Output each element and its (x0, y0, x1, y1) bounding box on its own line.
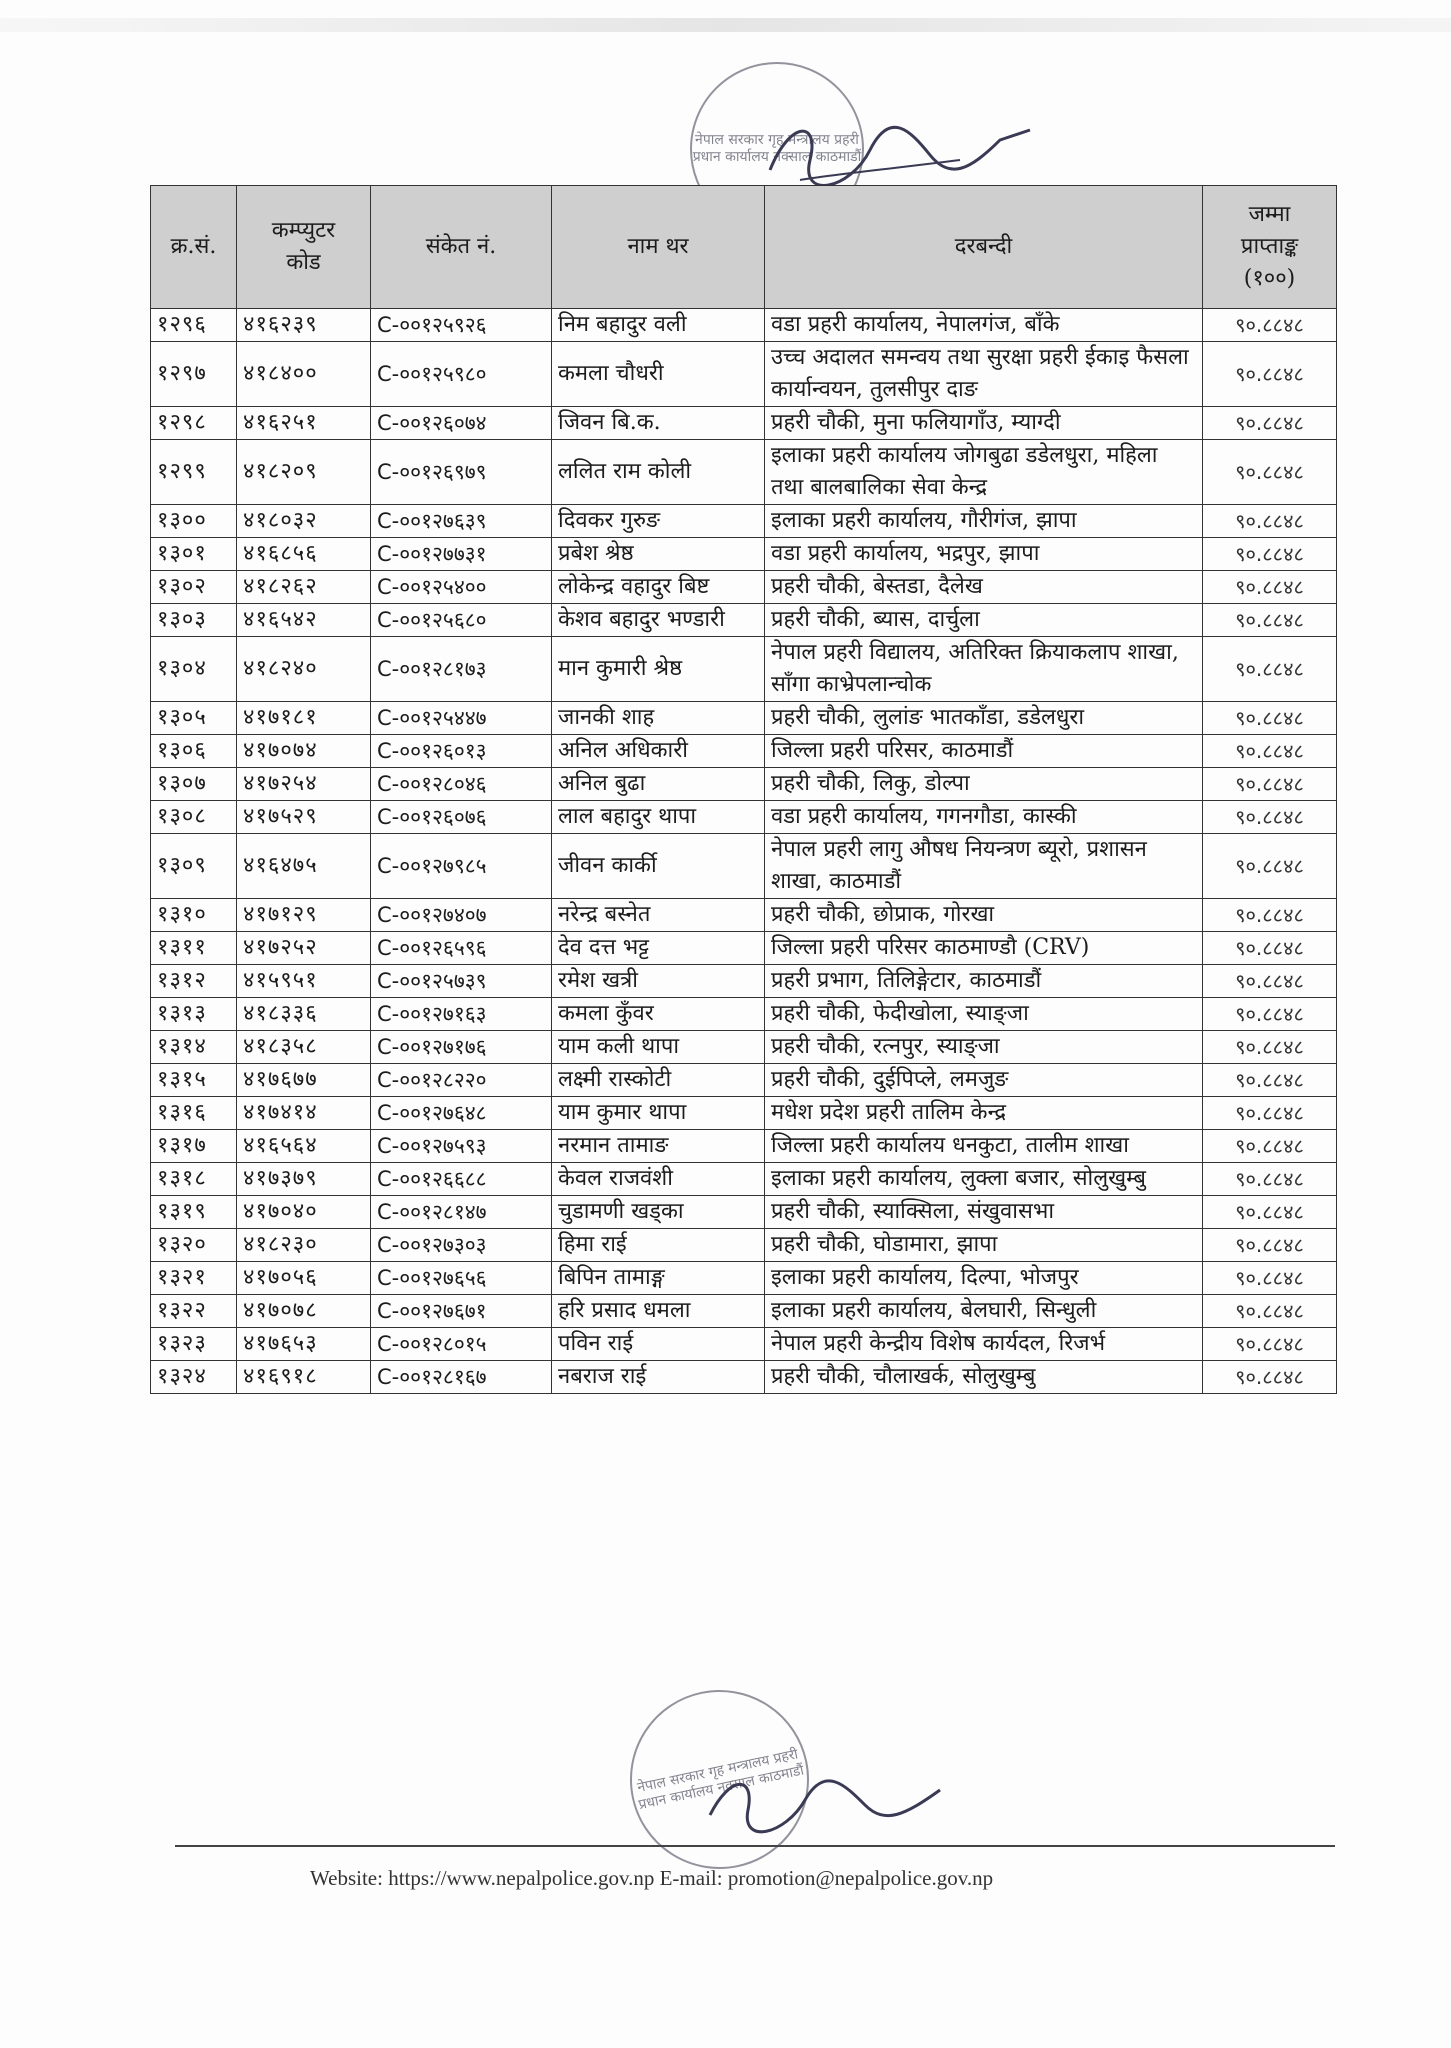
column-header-label: जम्मा (1248, 202, 1291, 227)
name-cell: नरेन्द्र बस्नेत (552, 899, 765, 932)
name-cell: हिमा राई (552, 1229, 765, 1262)
posting-cell: जिल्ला प्रहरी कार्यालय धनकुटा, तालीम शाखा (765, 1130, 1203, 1163)
total-score-cell: ९०.८८४८ (1203, 538, 1337, 571)
computer-code-cell: ४१८२०९ (237, 440, 371, 505)
column-header (151, 186, 237, 309)
total-score-cell: ९०.८८४८ (1203, 1196, 1337, 1229)
posting-cell: प्रहरी चौकी, छोप्राक, गोरखा (765, 899, 1203, 932)
name-cell: हरि प्रसाद धमला (552, 1295, 765, 1328)
symbol-number-cell: C-००१२७४०७ (371, 899, 552, 932)
footer-divider (175, 1845, 1335, 1847)
computer-code-cell: ४१८३३६ (237, 998, 371, 1031)
symbol-number-cell: C-००१२७९८५ (371, 834, 552, 899)
computer-code-cell: ४१७०७४ (237, 735, 371, 768)
posting-cell: नेपाल प्रहरी विद्यालय, अतिरिक्त क्रियाकलाप शाखा, साँगा काभ्रेपलान्चोक (765, 637, 1203, 702)
serial-number-cell: १३१५ (151, 1064, 237, 1097)
total-score-cell: ९०.८८४८ (1203, 768, 1337, 801)
computer-code-cell: ४१७०४० (237, 1196, 371, 1229)
serial-number-cell: १३०६ (151, 735, 237, 768)
symbol-number-cell: C-००१२६६८८ (371, 1163, 552, 1196)
table-row (151, 342, 1337, 407)
computer-code-cell: ४१७०५६ (237, 1262, 371, 1295)
posting-cell: वडा प्रहरी कार्यालय, भद्रपुर, झापा (765, 538, 1203, 571)
name-cell: देव दत्त भट्ट (552, 932, 765, 965)
posting-cell: जिल्ला प्रहरी परिसर, काठमाडौं (765, 735, 1203, 768)
serial-number-cell: १३०० (151, 505, 237, 538)
symbol-number-cell: C-००१२७६३९ (371, 505, 552, 538)
name-cell: अनिल बुढा (552, 768, 765, 801)
total-score-cell: ९०.८८४८ (1203, 571, 1337, 604)
computer-code-cell: ४१६९१८ (237, 1361, 371, 1394)
posting-cell: प्रहरी चौकी, रत्नपुर, स्याङ्जा (765, 1031, 1203, 1064)
total-score-cell: ९०.८८४८ (1203, 965, 1337, 998)
total-score-cell: ९०.८८४८ (1203, 834, 1337, 899)
column-header-label: प्राप्ताङ्क (1240, 234, 1299, 259)
symbol-number-cell: C-००१२७३०३ (371, 1229, 552, 1262)
serial-number-cell: १२९८ (151, 407, 237, 440)
table-row (151, 1361, 1337, 1394)
symbol-number-cell: C-००१२८१७३ (371, 637, 552, 702)
computer-code-cell: ४१७१८१ (237, 702, 371, 735)
table-row (151, 637, 1337, 702)
name-cell: मान कुमारी श्रेष्ठ (552, 637, 765, 702)
symbol-number-cell: C-००१२८१६७ (371, 1361, 552, 1394)
column-header-label: क्र.सं. (170, 234, 217, 259)
symbol-number-cell: C-००१२५९२६ (371, 309, 552, 342)
computer-code-cell: ४१६२३९ (237, 309, 371, 342)
total-score-cell: ९०.८८४८ (1203, 702, 1337, 735)
total-score-cell: ९०.८८४८ (1203, 1064, 1337, 1097)
name-cell: अनिल अधिकारी (552, 735, 765, 768)
computer-code-cell: ४१८२६२ (237, 571, 371, 604)
symbol-number-cell: C-००१२८२२० (371, 1064, 552, 1097)
total-score-cell: ९०.८८४८ (1203, 1361, 1337, 1394)
posting-cell: जिल्ला प्रहरी परिसर काठमाण्डौ (CRV) (765, 932, 1203, 965)
posting-cell: प्रहरी चौकी, चौलाखर्क, सोलुखुम्बु (765, 1361, 1203, 1394)
column-header-label: (१००) (1243, 266, 1296, 291)
serial-number-cell: १३०३ (151, 604, 237, 637)
symbol-number-cell: C-००१२५४०० (371, 571, 552, 604)
symbol-number-cell: C-००१२८०१५ (371, 1328, 552, 1361)
name-cell: लाल बहादुर थापा (552, 801, 765, 834)
posting-cell: वडा प्रहरी कार्यालय, नेपालगंज, बाँके (765, 309, 1203, 342)
serial-number-cell: १३२२ (151, 1295, 237, 1328)
name-cell: लोकेन्द्र वहादुर बिष्ट (552, 571, 765, 604)
table-row (151, 505, 1337, 538)
computer-code-cell: ४१७४१४ (237, 1097, 371, 1130)
total-score-cell: ९०.८८४८ (1203, 801, 1337, 834)
computer-code-cell: ४१५९५१ (237, 965, 371, 998)
total-score-cell: ९०.८८४८ (1203, 1262, 1337, 1295)
column-header (371, 186, 552, 309)
name-cell: प्रबेश श्रेष्ठ (552, 538, 765, 571)
table-row (151, 998, 1337, 1031)
symbol-number-cell: C-००१२६०७६ (371, 801, 552, 834)
computer-code-cell: ४१८०३२ (237, 505, 371, 538)
posting-cell: इलाका प्रहरी कार्यालय, बेलघारी, सिन्धुली (765, 1295, 1203, 1328)
name-cell: बिपिन तामाङ्ग (552, 1262, 765, 1295)
name-cell: नरमान तामाङ (552, 1130, 765, 1163)
column-header-label: संकेत नं. (425, 234, 497, 259)
name-cell: पविन राई (552, 1328, 765, 1361)
serial-number-cell: १३२० (151, 1229, 237, 1262)
total-score-cell: ९०.८८४८ (1203, 1130, 1337, 1163)
table-row (151, 768, 1337, 801)
total-score-cell: ९०.८८४८ (1203, 407, 1337, 440)
name-cell: कमला कुँवर (552, 998, 765, 1031)
computer-code-cell: ४१७५२९ (237, 801, 371, 834)
serial-number-cell: १३१२ (151, 965, 237, 998)
name-cell: याम कुमार थापा (552, 1097, 765, 1130)
serial-number-cell: १३१६ (151, 1097, 237, 1130)
serial-number-cell: १३१९ (151, 1196, 237, 1229)
computer-code-cell: ४१८३५८ (237, 1031, 371, 1064)
name-cell: जिवन बि.क. (552, 407, 765, 440)
serial-number-cell: १३२४ (151, 1361, 237, 1394)
column-header (1203, 186, 1337, 309)
posting-cell: प्रहरी चौकी, ब्यास, दार्चुला (765, 604, 1203, 637)
posting-cell: इलाका प्रहरी कार्यालय जोगबुढा डडेलधुरा, महिला तथा बालबालिका सेवा केन्द्र (765, 440, 1203, 505)
table-row (151, 1163, 1337, 1196)
serial-number-cell: १३०७ (151, 768, 237, 801)
name-cell: जीवन कार्की (552, 834, 765, 899)
name-cell: निम बहादुर वली (552, 309, 765, 342)
serial-number-cell: १३१७ (151, 1130, 237, 1163)
name-cell: नबराज राई (552, 1361, 765, 1394)
name-cell: रमेश खत्री (552, 965, 765, 998)
table-row (151, 1064, 1337, 1097)
posting-cell: प्रहरी चौकी, मुना फलियागाँउ, म्याग्दी (765, 407, 1203, 440)
computer-code-cell: ४१६२५१ (237, 407, 371, 440)
serial-number-cell: १३११ (151, 932, 237, 965)
computer-code-cell: ४१६८५६ (237, 538, 371, 571)
computer-code-cell: ४१६५६४ (237, 1130, 371, 1163)
bottom-signature (700, 1765, 960, 1845)
table-row (151, 604, 1337, 637)
name-cell: केवल राजवंशी (552, 1163, 765, 1196)
name-cell: केशव बहादुर भण्डारी (552, 604, 765, 637)
posting-cell: प्रहरी प्रभाग, तिलिङ्गेटार, काठमाडौं (765, 965, 1203, 998)
computer-code-cell: ४१७१२९ (237, 899, 371, 932)
table-row (151, 965, 1337, 998)
serial-number-cell: १२९७ (151, 342, 237, 407)
table-row (151, 1229, 1337, 1262)
posting-cell: उच्च अदालत समन्वय तथा सुरक्षा प्रहरी ईकाइ फैसला कार्यान्वयन, तुलसीपुर दाङ (765, 342, 1203, 407)
posting-cell: प्रहरी चौकी, स्याक्सिला, संखुवासभा (765, 1196, 1203, 1229)
table-row (151, 440, 1337, 505)
serial-number-cell: १३०९ (151, 834, 237, 899)
table-row (151, 735, 1337, 768)
symbol-number-cell: C-००१२७१७६ (371, 1031, 552, 1064)
serial-number-cell: १३०४ (151, 637, 237, 702)
column-header-label: कम्प्युटर (271, 218, 336, 243)
serial-number-cell: १३१८ (151, 1163, 237, 1196)
scan-smudge (0, 18, 1451, 32)
table-row (151, 309, 1337, 342)
total-score-cell: ९०.८८४८ (1203, 1031, 1337, 1064)
column-header-label: नाम थर (627, 234, 689, 259)
name-cell: दिवकर गुरुङ (552, 505, 765, 538)
seal-text: नेपाल सरकार गृह मन्त्रालय प्रहरी प्रधान कार्यालय नक्साल काठमाडौं (692, 132, 862, 165)
computer-code-cell: ४१६४७५ (237, 834, 371, 899)
table-header-row (151, 186, 1337, 309)
posting-cell: प्रहरी चौकी, लुलांङ भातकाँडा, डडेलधुरा (765, 702, 1203, 735)
posting-cell: नेपाल प्रहरी केन्द्रीय विशेष कार्यदल, रिजर्भ (765, 1328, 1203, 1361)
name-cell: चुडामणी खड्का (552, 1196, 765, 1229)
name-cell: लक्ष्मी रास्कोटी (552, 1064, 765, 1097)
posting-cell: प्रहरी चौकी, घोडामारा, झापा (765, 1229, 1203, 1262)
serial-number-cell: १३०५ (151, 702, 237, 735)
total-score-cell: ९०.८८४८ (1203, 604, 1337, 637)
computer-code-cell: ४१७६५३ (237, 1328, 371, 1361)
serial-number-cell: १२९६ (151, 309, 237, 342)
column-header-label: कोड (286, 250, 321, 275)
footer-contact: Website: https://www.nepalpolice.gov.np E-mail: promotion@nepalpolice.gov.np (310, 1866, 994, 1890)
table-row (151, 1328, 1337, 1361)
serial-number-cell: १३१३ (151, 998, 237, 1031)
posting-cell: इलाका प्रहरी कार्यालय, लुक्ला बजार, सोलुखुम्बु (765, 1163, 1203, 1196)
name-cell: कमला चौधरी (552, 342, 765, 407)
total-score-cell: ९०.८८४८ (1203, 1328, 1337, 1361)
serial-number-cell: १३०१ (151, 538, 237, 571)
table-row (151, 1295, 1337, 1328)
total-score-cell: ९०.८८४८ (1203, 1097, 1337, 1130)
table-row (151, 1031, 1337, 1064)
symbol-number-cell: C-००१२७१६३ (371, 998, 552, 1031)
table-row (151, 1262, 1337, 1295)
total-score-cell: ९०.८८४८ (1203, 735, 1337, 768)
posting-cell: इलाका प्रहरी कार्यालय, गौरीगंज, झापा (765, 505, 1203, 538)
posting-cell: प्रहरी चौकी, दुईपिप्ले, लमजुङ (765, 1064, 1203, 1097)
serial-number-cell: १३०८ (151, 801, 237, 834)
symbol-number-cell: C-००१२५६८० (371, 604, 552, 637)
name-cell: याम कली थापा (552, 1031, 765, 1064)
posting-cell: प्रहरी चौकी, बेस्तडा, दैलेख (765, 571, 1203, 604)
symbol-number-cell: C-००१२७६४८ (371, 1097, 552, 1130)
total-score-cell: ९०.८८४८ (1203, 637, 1337, 702)
symbol-number-cell: C-००१२५४४७ (371, 702, 552, 735)
table-row (151, 1097, 1337, 1130)
posting-cell: मधेश प्रदेश प्रहरी तालिम केन्द्र (765, 1097, 1203, 1130)
serial-number-cell: १३१० (151, 899, 237, 932)
table-row (151, 834, 1337, 899)
column-header (552, 186, 765, 309)
computer-code-cell: ४१८२४० (237, 637, 371, 702)
serial-number-cell: १२९९ (151, 440, 237, 505)
computer-code-cell: ४१६५४२ (237, 604, 371, 637)
total-score-cell: ९०.८८४८ (1203, 440, 1337, 505)
seal-text-bottom: नेपाल सरकार गृह मन्त्रालय प्रहरी प्रधान कार्यालय नक्साल काठमाडौं (635, 1745, 806, 1813)
symbol-number-cell: C-००१२७६५६ (371, 1262, 552, 1295)
symbol-number-cell: C-००१२७७३१ (371, 538, 552, 571)
computer-code-cell: ४१८४०० (237, 342, 371, 407)
table-row (151, 801, 1337, 834)
symbol-number-cell: C-००१२५७३९ (371, 965, 552, 998)
serial-number-cell: १३१४ (151, 1031, 237, 1064)
name-cell: ललित राम कोली (552, 440, 765, 505)
table-row (151, 571, 1337, 604)
symbol-number-cell: C-००१२६९७९ (371, 440, 552, 505)
table-row (151, 702, 1337, 735)
total-score-cell: ९०.८८४८ (1203, 1295, 1337, 1328)
computer-code-cell: ४१७३७९ (237, 1163, 371, 1196)
total-score-cell: ९०.८८४८ (1203, 309, 1337, 342)
column-header-label: दरबन्दी (954, 234, 1013, 259)
posting-cell: प्रहरी चौकी, फेदीखोला, स्याङ्जा (765, 998, 1203, 1031)
symbol-number-cell: C-००१२८०४६ (371, 768, 552, 801)
symbol-number-cell: C-००१२७६७१ (371, 1295, 552, 1328)
total-score-cell: ९०.८८४८ (1203, 998, 1337, 1031)
symbol-number-cell: C-००१२५९८० (371, 342, 552, 407)
posting-cell: इलाका प्रहरी कार्यालय, दिल्पा, भोजपुर (765, 1262, 1203, 1295)
symbol-number-cell: C-००१२७५९३ (371, 1130, 552, 1163)
column-header (765, 186, 1203, 309)
symbol-number-cell: C-००१२६०१३ (371, 735, 552, 768)
symbol-number-cell: C-००१२६५९६ (371, 932, 552, 965)
results-table (150, 185, 1337, 1394)
table-row (151, 538, 1337, 571)
serial-number-cell: १३०२ (151, 571, 237, 604)
posting-cell: प्रहरी चौकी, लिकु, डोल्पा (765, 768, 1203, 801)
symbol-number-cell: C-००१२८१४७ (371, 1196, 552, 1229)
symbol-number-cell: C-००१२६०७४ (371, 407, 552, 440)
table-row (151, 1130, 1337, 1163)
posting-cell: वडा प्रहरी कार्यालय, गगनगौडा, कास्की (765, 801, 1203, 834)
serial-number-cell: १३२३ (151, 1328, 237, 1361)
computer-code-cell: ४१७२५४ (237, 768, 371, 801)
table-row (151, 899, 1337, 932)
total-score-cell: ९०.८८४८ (1203, 932, 1337, 965)
total-score-cell: ९०.८८४८ (1203, 1163, 1337, 1196)
serial-number-cell: १३२१ (151, 1262, 237, 1295)
table-row (151, 1196, 1337, 1229)
table-body (151, 309, 1337, 1394)
total-score-cell: ९०.८८४८ (1203, 505, 1337, 538)
total-score-cell: ९०.८८४८ (1203, 342, 1337, 407)
total-score-cell: ९०.८८४८ (1203, 1229, 1337, 1262)
computer-code-cell: ४१७०७८ (237, 1295, 371, 1328)
table-row (151, 932, 1337, 965)
total-score-cell: ९०.८८४८ (1203, 899, 1337, 932)
name-cell: जानकी शाह (552, 702, 765, 735)
computer-code-cell: ४१८२३० (237, 1229, 371, 1262)
posting-cell: नेपाल प्रहरी लागु औषध नियन्त्रण ब्यूरो, प्रशासन शाखा, काठमाडौं (765, 834, 1203, 899)
computer-code-cell: ४१७६७७ (237, 1064, 371, 1097)
table-row (151, 407, 1337, 440)
column-header (237, 186, 371, 309)
computer-code-cell: ४१७२५२ (237, 932, 371, 965)
